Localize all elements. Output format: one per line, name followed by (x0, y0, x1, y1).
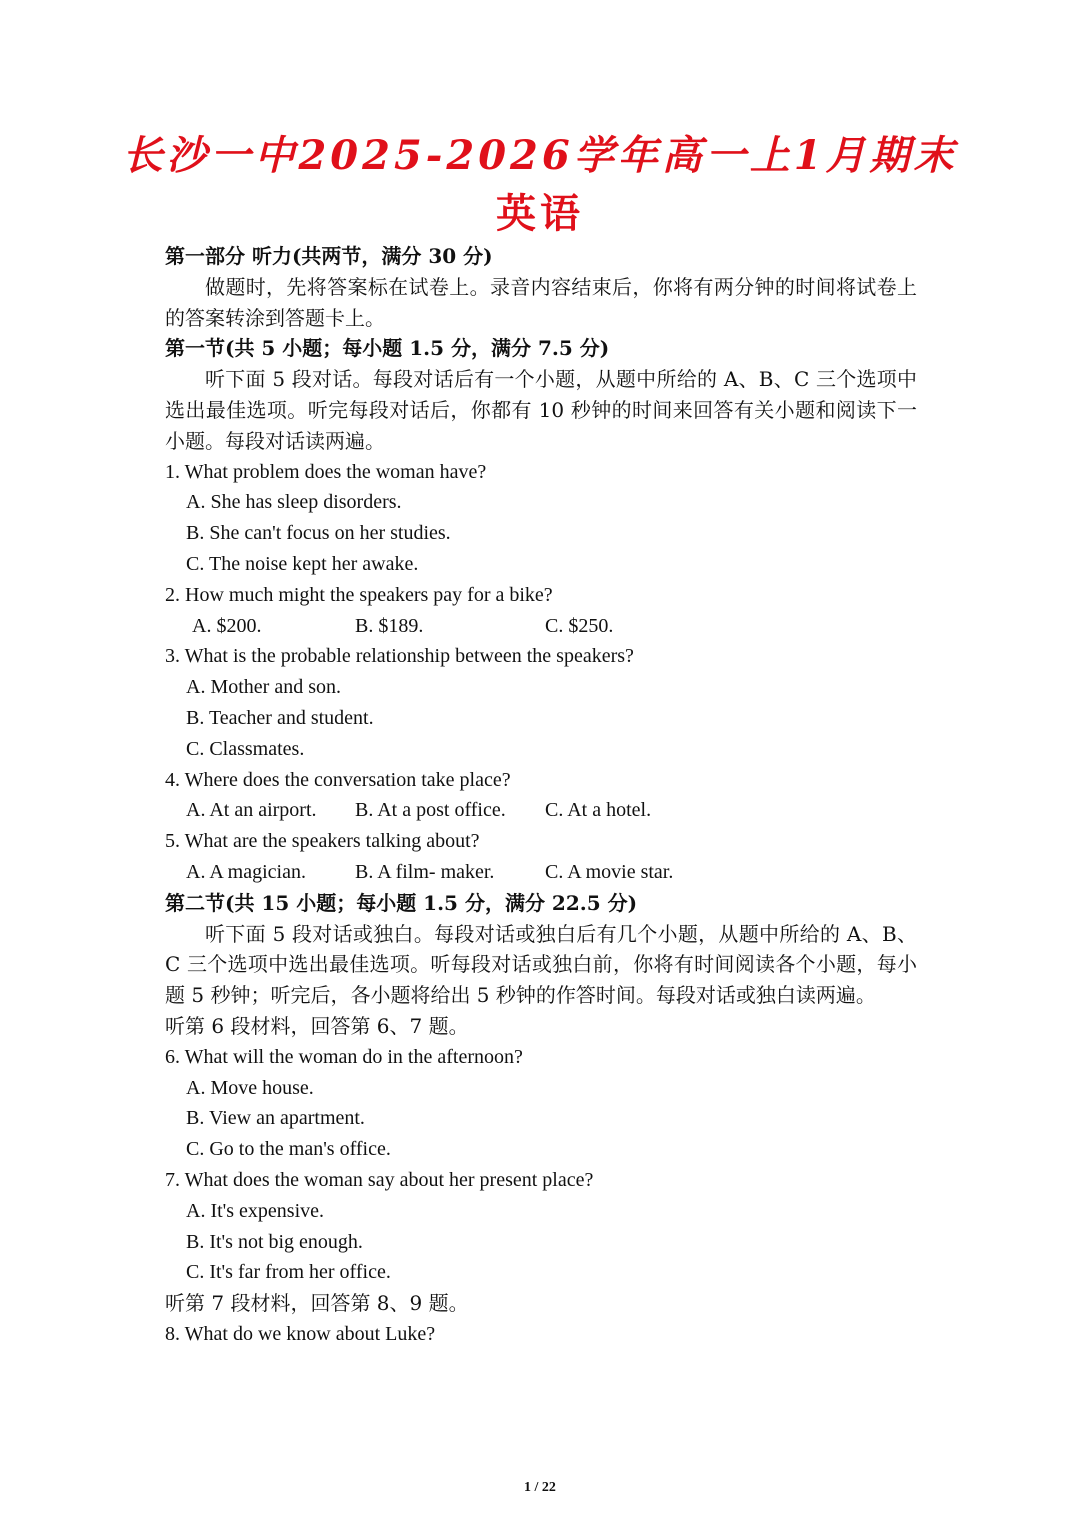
question-5: 5. What are the speakers talking about? (165, 830, 480, 853)
q7-option-b: B. It's not big enough. (186, 1230, 363, 1253)
q1-option-a: A. She has sleep disorders. (186, 491, 402, 514)
part1-intro: 做题时，先将答案标在试卷上。录音内容结束后，你将有两分钟的时间将试卷上的答案转涂到答题卡上。 (165, 274, 917, 330)
page-number: 1 / 22 (524, 1480, 556, 1495)
q3-option-c: C. Classmates. (186, 737, 305, 760)
q6-option-b: B. View an apartment. (186, 1107, 365, 1130)
q2-option-c: C. $250. (545, 614, 614, 637)
q5-option-c: C. A movie star. (545, 860, 674, 883)
section1-heading: 第一节(共 5 小题；每小题 1.5 分，满分 7.5 分) (165, 336, 610, 361)
q7-option-c: C. It's far from her office. (186, 1261, 391, 1284)
question-1: 1. What problem does the woman have? (165, 460, 487, 483)
q4-option-b: B. At a post office. (355, 799, 506, 822)
q2-options (165, 611, 917, 642)
material-7-note: 听第 7 段材料，回答第 8、9 题。 (165, 1291, 469, 1316)
section2-intro: 听下面 5 段对话或独白。每段对话或独白后有几个小题，从题中所给的 A、B、C 三个选项中选出最佳选项。听每段对话或独白前，你将有时间阅读各个小题，每小题 5 秒钟；听完后，各小题将给出 5 秒钟的作答时间。每段对话或独白读两遍。 (165, 921, 917, 1008)
q3-option-b: B. Teacher and student. (186, 706, 374, 729)
material-6-note: 听第 6 段材料，回答第 6、7 题。 (165, 1013, 469, 1038)
section2-heading: 第二节(共 15 小题；每小题 1.5 分，满分 22.5 分) (165, 890, 638, 915)
q5-option-a: A. A magician. (186, 860, 306, 883)
q5-option-b: B. A film- maker. (355, 860, 495, 883)
section1-intro: 听下面 5 段对话。每段对话后有一个小题，从题中所给的 A、B、C 三个选项中选出最佳选项。听完每段对话后，你都有 10 秒钟的时间来回答有关小题和阅读下一小题。每段对话读两遍。 (165, 367, 917, 453)
q5-options (165, 857, 917, 888)
q6-option-c: C. Go to the man's office. (186, 1138, 391, 1161)
q4-option-a: A. At an airport. (186, 799, 317, 822)
exam-content (165, 241, 917, 1350)
question-4: 4. Where does the conversation take place? (165, 768, 511, 791)
q4-option-c: C. At a hotel. (545, 799, 652, 822)
question-3: 3. What is the probable relationship between the speakers? (165, 645, 634, 668)
exam-subject: 英语 (496, 190, 584, 237)
exam-title: 长沙一中2025-2026学年高一上1月期末 (122, 132, 958, 179)
question-7: 7. What does the woman say about her present place? (165, 1168, 594, 1191)
part1-heading: 第一部分 听力(共两节，满分 30 分) (165, 244, 493, 268)
q1-option-b: B. She can't focus on her studies. (186, 522, 451, 545)
question-6: 6. What will the woman do in the afternoon? (165, 1045, 523, 1068)
q2-option-a: A. $200. (192, 614, 262, 637)
q2-option-b: B. $189. (355, 614, 424, 637)
q6-option-a: A. Move house. (186, 1076, 314, 1099)
question-8: 8. What do we know about Luke? (165, 1322, 436, 1345)
question-2: 2. How much might the speakers pay for a bike? (165, 583, 553, 606)
q4-options (165, 795, 917, 826)
q1-option-c: C. The noise kept her awake. (186, 552, 419, 575)
q3-option-a: A. Mother and son. (186, 676, 341, 699)
q7-option-a: A. It's expensive. (186, 1199, 325, 1222)
